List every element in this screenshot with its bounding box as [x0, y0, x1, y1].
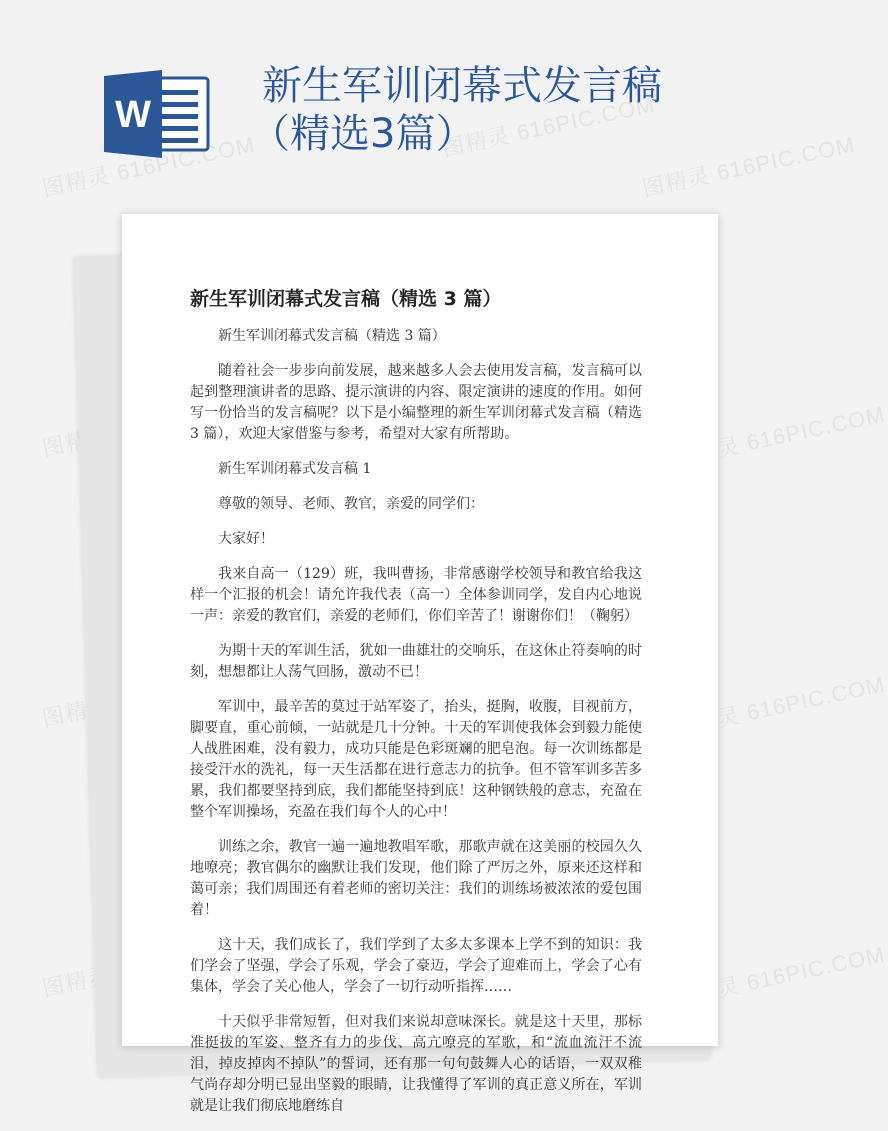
watermark: 图精灵 — [39, 962, 113, 1002]
paragraph: 随着社会一步步向前发展，越来越多人会去使用发言稿，发言稿可以起到整理演讲者的思路、提示演讲的内容、限定演讲的速度的作用。如何写一份恰当的发言稿呢？以下是小编整理的新生军训闭幕式发言稿（精选 3 篇），欢迎大家借鉴与参考，希望对大家有所帮助。 — [190, 363, 642, 442]
word-icon — [104, 70, 216, 158]
paragraph: 十天似乎非常短暂，但对我们来说却意味深长。就是这十天里，那标准挺拔的军姿、整齐有力的步伐、高亢嘹亮的军歌，和“流血流汗不流泪，掉皮掉肉不掉队”的誓词，还有那一句句鼓舞人心的话语，一双双稚气尚存却分明已显出坚毅的眼睛，让我懂得了军训的真正意义所在，军训就是让我们彻底地磨练自 — [190, 1014, 642, 1114]
paragraph: 这十天，我们成长了，我们学到了太多太多课本上学不到的知识：我们学会了坚强，学会了乐观，学会了豪迈，学会了迎难而上，学会了心有集体，学会了关心他人，学会了一切行动听指挥…… — [190, 937, 642, 995]
paragraph: 我来自高一（129）班，我叫曹扬，非常感谢学校领导和教官给我这样一个汇报的机会！请允许我代表（高一）全体参训同学，发自内心地说一声：亲爱的教官们，亲爱的老师们，你们辛苦了！谢谢你们！（鞠躬） — [190, 566, 642, 624]
watermark: 图精灵 616PIC.COM — [39, 131, 258, 202]
watermark: 图精灵 616PIC.COM — [669, 401, 888, 472]
header-title-line1: 新生军训闭幕式发言稿 — [262, 63, 662, 109]
watermark: 图精灵 — [39, 692, 113, 732]
svg-text:W: W — [115, 94, 151, 136]
watermark: 图精灵 — [39, 422, 113, 462]
paragraph: 尊敬的领导、老师、教官，亲爱的同学们： — [218, 496, 484, 512]
watermark: 图精灵 616PIC.COM — [669, 941, 888, 1012]
document-page — [122, 214, 718, 1114]
paragraph: 大家好！ — [218, 531, 274, 547]
watermark: 图精灵 616PIC.COM — [439, 91, 658, 162]
document-title: 新生军训闭幕式发言稿（精选 3 篇） — [190, 288, 502, 310]
watermark: 图精灵 616PIC.COM — [639, 131, 858, 202]
paragraph: 军训中，最辛苦的莫过于站军姿了，抬头，挺胸，收腹，目视前方，脚要直，重心前倾，一站就是几十分钟。十天的军训使我体会到毅力能使人战胜困难，没有毅力，成功只能是色彩斑斓的肥皂泡。每一次训练都是接受汗水的洗礼，每一天生活都在进行意志力的抗争。但不管军训多苦多累，我们都要坚持到底，我们都能坚持到底！这种钢铁般的意志，充盈在整个军训操场，充盈在我们每个人的心中！ — [190, 699, 642, 820]
document-body — [190, 326, 642, 1131]
header-title-line2: （精选3篇） — [250, 111, 476, 157]
header-title — [250, 62, 662, 158]
watermark: 图精灵 616PIC.COM — [669, 671, 888, 742]
paragraph: 新生军训闭幕式发言稿（精选 3 篇） — [218, 328, 446, 344]
paragraph: 训练之余，教官一遍一遍地教唱军歌，那歌声就在这美丽的校园久久地嘹亮；教官偶尔的幽默让我们发现，他们除了严厉之外，原来还这样和蔼可亲；我们周围还有着老师的密切关注：我们的训练场被浓浓的爱包围着！ — [190, 839, 642, 918]
paragraph: 为期十天的军训生活，犹如一曲雄壮的交响乐，在这休止符奏响的时刻，想想都让人荡气回肠，激动不已！ — [190, 643, 642, 680]
paragraph: 新生军训闭幕式发言稿 1 — [218, 461, 372, 477]
